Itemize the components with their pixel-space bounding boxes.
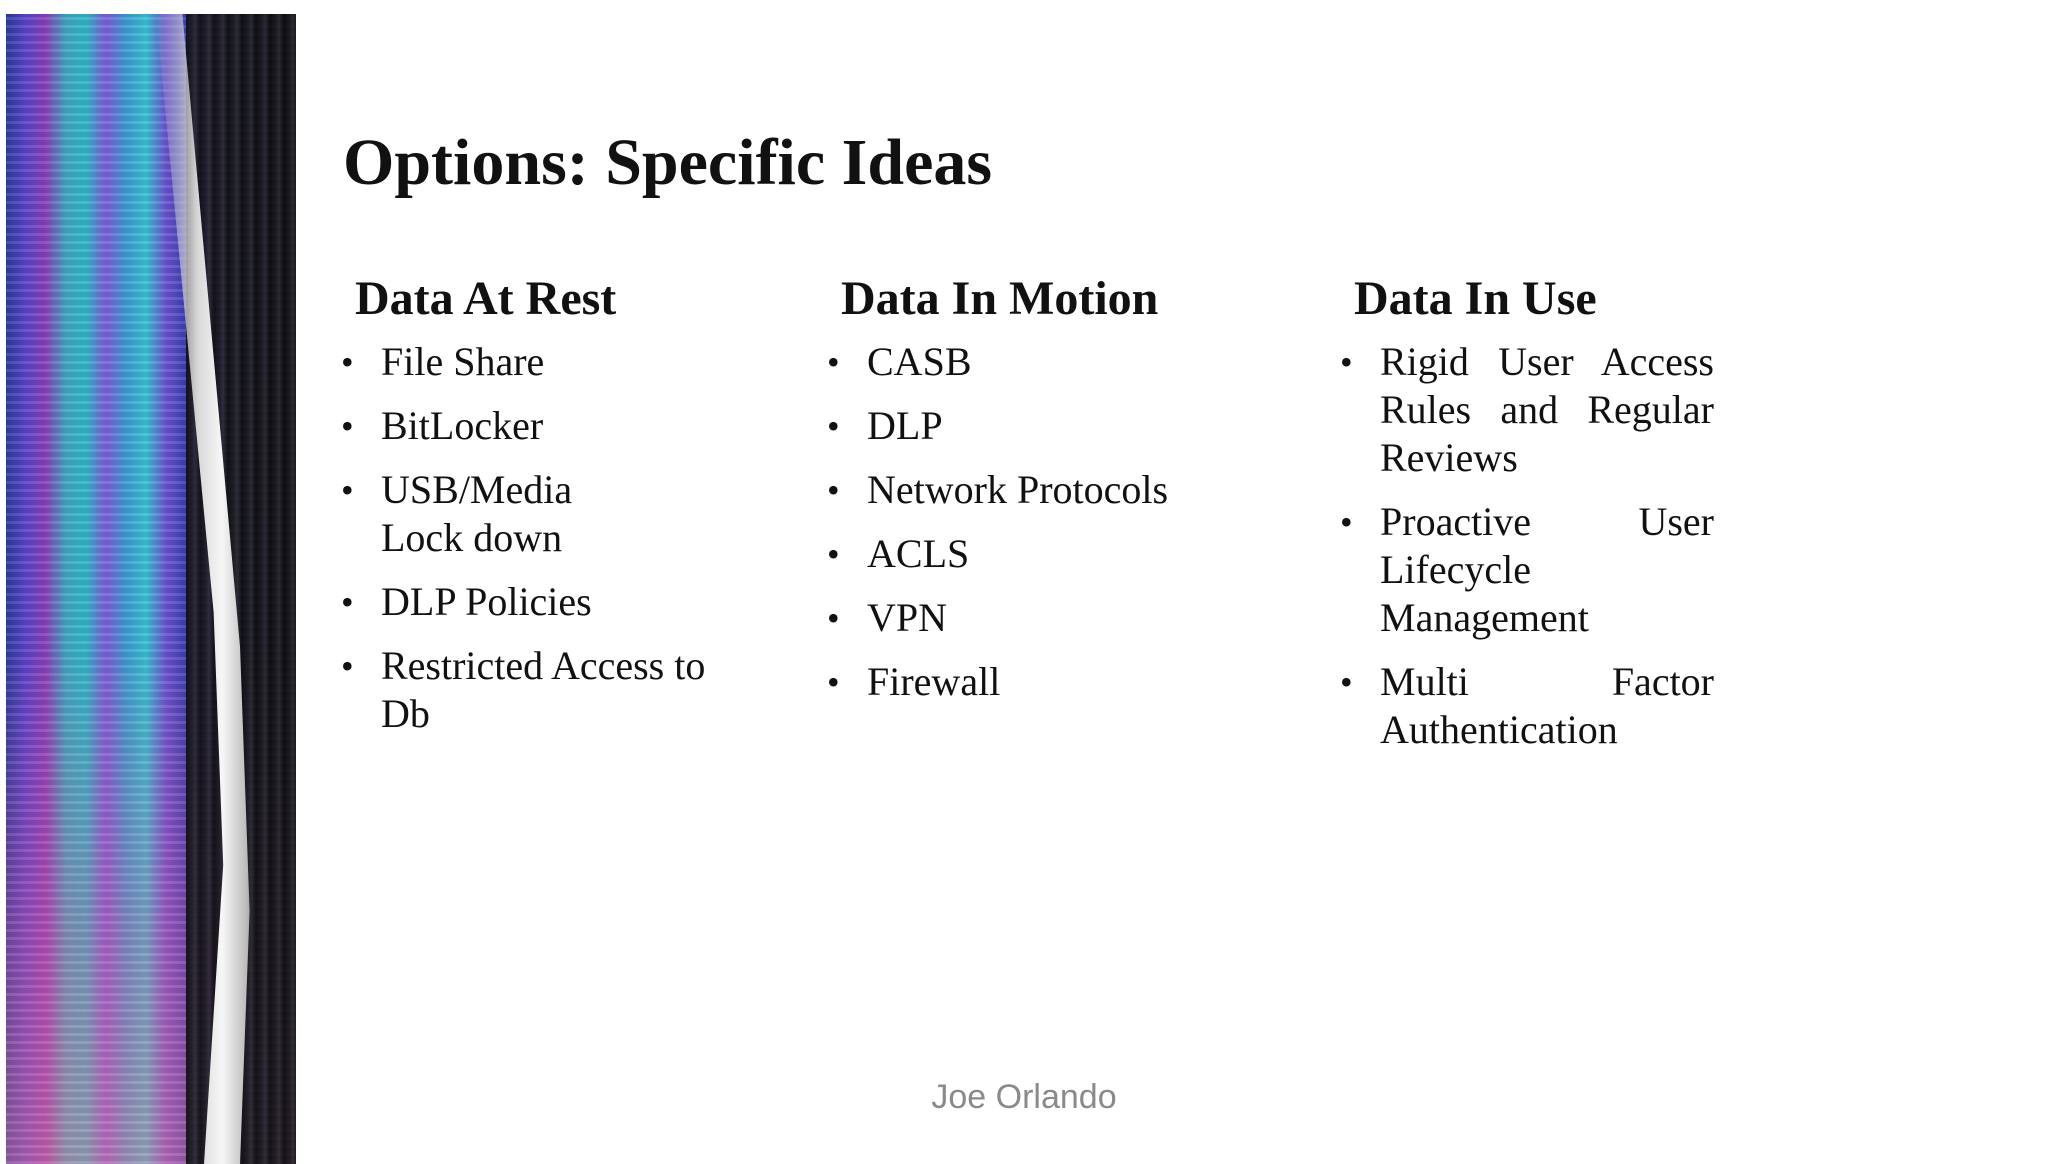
column-data-in-use <box>1354 266 1714 770</box>
column-heading: Data In Motion <box>841 272 1159 325</box>
bullet-item: • VPN <box>841 594 1281 642</box>
bullet-item: • CASB <box>841 338 1281 386</box>
column-heading: Data At Rest <box>355 272 617 325</box>
bullet-item: • Firewall <box>841 658 1281 706</box>
bullet-item: • File Share <box>355 338 755 386</box>
bullet-list <box>1354 338 1714 754</box>
bullet-item: • USB/Media Lock down <box>355 466 611 562</box>
column-heading: Data In Use <box>1354 272 1597 325</box>
bullet-item: • Rigid User Access Rules and Regular Reviews <box>1354 338 1714 482</box>
bullet-item: • Proactive User Lifecycle Management <box>1354 498 1714 642</box>
bullet-list <box>841 338 1281 706</box>
bullet-item: • Multi Factor Authentication <box>1354 658 1714 754</box>
bullet-item: • Restricted Access to Db <box>355 642 755 738</box>
bullet-item: • DLP Policies <box>355 578 755 626</box>
slide-title: Options: Specific Ideas <box>343 126 993 199</box>
decorative-art-panel <box>6 14 296 1164</box>
bullet-list <box>355 338 755 738</box>
bullet-item: • DLP <box>841 402 1281 450</box>
bullet-item: • BitLocker <box>355 402 755 450</box>
column-data-at-rest <box>355 266 755 754</box>
column-data-in-motion <box>841 266 1281 722</box>
footer-author: Joe Orlando <box>931 1078 1117 1116</box>
bullet-item: • ACLS <box>841 530 1281 578</box>
bullet-item: • Network Protocols <box>841 466 1281 514</box>
